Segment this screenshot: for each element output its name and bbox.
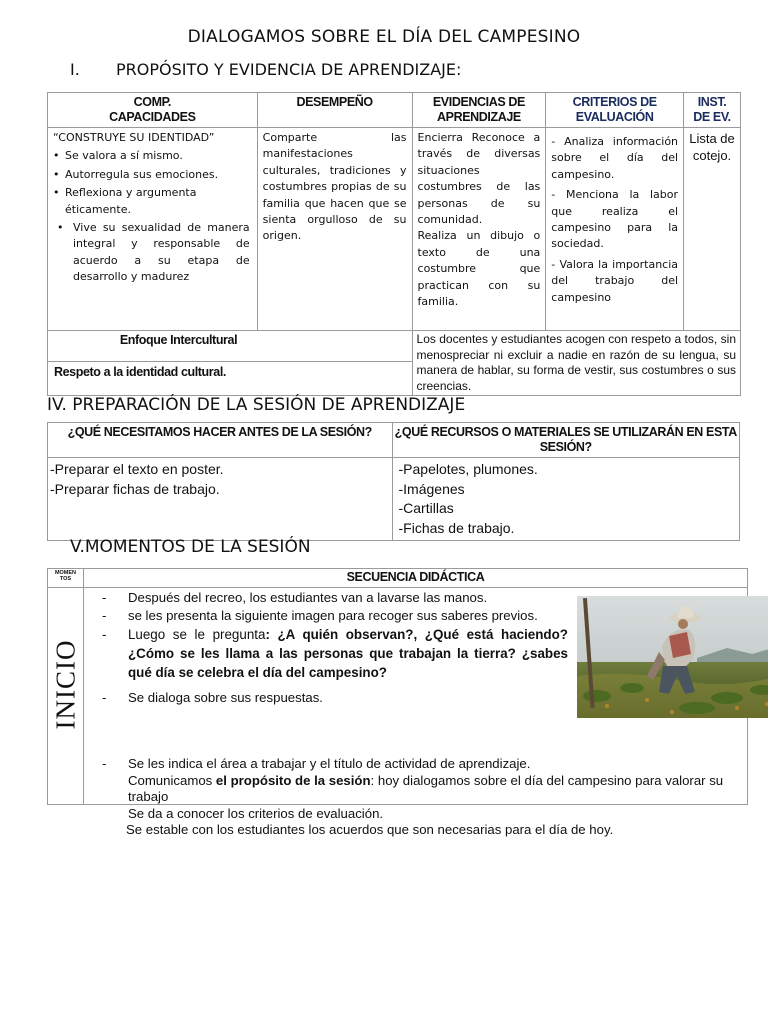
agreements-line xyxy=(84,822,744,839)
step-1-text: Después del recreo, los estudiantes van a lavarse las manos. xyxy=(127,590,488,605)
header-recursos-label: ¿QUÉ RECURSOS O MATERIALES SE UTILIZARÁN EN ESTA SESIÓN? xyxy=(394,425,737,454)
competencias-cell xyxy=(48,128,258,331)
desempeno-text: Comparte las manifestaciones culturales, tradiciones y costumbres propias de su familia que hacen que se sienta orgulloso de su origen. xyxy=(262,131,407,243)
header-comp-line1: COMP. xyxy=(133,95,172,109)
capacidad-item: • Autorregula sus emociones. xyxy=(53,167,252,183)
list-item: -Cartillas xyxy=(398,500,454,517)
step-4-text: Se dialoga sobre sus respuestas. xyxy=(127,690,323,706)
step-4 xyxy=(84,690,574,707)
competencia-name: “CONSTRUYE SU IDENTIDAD” xyxy=(53,131,215,144)
moment-inicio-cell xyxy=(48,588,84,805)
secuencia-cell xyxy=(83,588,747,838)
list-item: -Fichas de trabajo. xyxy=(398,519,515,536)
header-desempeno xyxy=(257,93,412,128)
section-1-number: I. xyxy=(70,60,80,79)
dash-marker: - xyxy=(101,690,107,706)
header-criterios xyxy=(546,93,684,128)
header-comp-line2: CAPACIDADES xyxy=(109,110,196,124)
header-antes-sesion xyxy=(48,423,393,458)
purpose-prefix: Comunicamos xyxy=(127,772,216,788)
criterio-item: - Valora la importancia del trabajo del campesino xyxy=(551,257,679,304)
step-2-text: se les presenta la siguiente imagen para recoger sus saberes previos. xyxy=(127,607,538,623)
criteria-line xyxy=(84,806,744,823)
section-5-heading: V.MOMENTOS DE LA SESIÓN xyxy=(70,537,311,557)
list-item: -Papelotes, plumones. xyxy=(398,461,538,477)
list-item: -Preparar el texto en poster. xyxy=(50,461,224,477)
evidencia-text: Realiza un dibujo o texto de una costumbre que practican con su familia. xyxy=(417,229,541,309)
document-title: DIALOGAMOS SOBRE EL DÍA DEL CAMPESINO xyxy=(187,27,581,47)
steps-lower xyxy=(84,756,744,839)
session-table xyxy=(47,568,748,838)
criterio-item: - Analiza información sobre el día del campesino. xyxy=(551,135,679,181)
header-evidencias-line1: EVIDENCIAS DE xyxy=(432,95,525,109)
desempeno-cell xyxy=(257,128,412,331)
steps-upper xyxy=(84,590,574,707)
enfoque-text: Los docentes y estudiantes acogen con respeto a todos, sin menospreciar ni excluir a nadie en razón de su lengua, su manera de hablar, su forma de vestir, sus costumbres o sus creencias. xyxy=(416,332,736,393)
preparation-table xyxy=(47,422,740,541)
criterio-item: - Menciona la labor que realiza el campesino para la sociedad. xyxy=(551,188,679,251)
header-secuencia-label: SECUENCIA DIDÁCTICA xyxy=(346,570,485,584)
purpose-label: el propósito de la sesión xyxy=(215,772,371,788)
step-5 xyxy=(84,756,744,773)
enfoque-valor-cell xyxy=(48,362,413,396)
moment-inicio-label: INICIO xyxy=(50,639,81,730)
farmer-photo xyxy=(577,596,768,718)
step-2 xyxy=(84,608,574,625)
header-criterios-line2: EVALUACIÓN xyxy=(575,110,654,124)
list-item: -Preparar fichas de trabajo. xyxy=(50,480,220,497)
antes-sesion-cell xyxy=(48,458,393,541)
header-evidencias-line2: APRENDIZAJE xyxy=(437,110,521,124)
header-competencias xyxy=(48,93,258,128)
section-1-title: PROPÓSITO Y EVIDENCIA DE APRENDIZAJE: xyxy=(116,60,462,79)
list-item: -Imágenes xyxy=(398,480,465,497)
header-instrumento xyxy=(684,93,741,128)
header-evidencias xyxy=(412,93,546,128)
step-3-question: : ¿A quién observan?, ¿Qué está haciendo? ¿Cómo se les llama a las personas que trabajan la tierra? ¿sabes qué día se celebra el día del campesino? xyxy=(127,627,568,681)
step-1 xyxy=(84,590,574,607)
header-antes-sesion-label: ¿QUÉ NECESITAMOS HACER ANTES DE LA SESIÓN? xyxy=(67,425,372,439)
agreements-text: Se estable con los estudiantes los acuerdos que son necesarias para el día de hoy. xyxy=(125,822,614,838)
farmer-image xyxy=(577,596,768,718)
section-4-heading: IV. PREPARACIÓN DE LA SESIÓN DE APRENDIZAJE xyxy=(47,395,466,415)
dash-marker: - xyxy=(101,627,107,643)
capacidad-item: • Vive su sexualidad de manera integral y responsable de acuerdo a su etapa de desarrollo y madurez xyxy=(53,220,252,286)
purpose-text: : hoy dialogamos sobre el día del campesino para valorar su trabajo xyxy=(127,772,724,805)
instrumento-text: Lista de cotejo. xyxy=(689,131,735,163)
capacidad-item: • Se valora a sí mismo. xyxy=(53,148,252,164)
step-5-text: Se les indica el área a trabajar y el título de actividad de aprendizaje. xyxy=(127,756,531,771)
capacidades-list xyxy=(53,148,252,285)
enfoque-valor: Respeto a la identidad cultural. xyxy=(54,365,226,380)
header-secuencia xyxy=(83,569,747,588)
capacidad-item: • Reflexiona y argumenta éticamente. xyxy=(53,185,252,218)
dash-marker: - xyxy=(101,607,107,623)
section-1-heading xyxy=(70,60,461,79)
purpose-table xyxy=(47,92,741,396)
enfoque-label-cell xyxy=(48,331,413,362)
header-momentos-line1: MOMEN xyxy=(54,570,77,576)
header-criterios-line1: CRITERIOS DE xyxy=(572,95,657,109)
purpose-line xyxy=(84,773,744,806)
criterios-cell xyxy=(546,128,684,331)
header-momentos-line2: TOS xyxy=(59,576,72,582)
evidencia-text: Encierra Reconoce a través de diversas situaciones costumbres de las personas de su comunidad. xyxy=(417,131,541,227)
header-inst-line2: DE EV. xyxy=(693,110,731,124)
header-inst-line1: INST. xyxy=(697,95,727,109)
criteria-text: Se da a conocer los criterios de evaluación. xyxy=(127,805,384,821)
dash-marker: - xyxy=(101,590,107,605)
header-desempeno-label: DESEMPEÑO xyxy=(296,95,373,109)
evidencias-cell xyxy=(412,128,546,331)
header-momentos xyxy=(48,569,84,588)
recursos-cell xyxy=(392,458,740,541)
header-recursos xyxy=(392,423,740,458)
instrumento-cell xyxy=(684,128,741,331)
dash-marker: - xyxy=(101,756,107,771)
step-3-prefix: Luego se le pregunta xyxy=(127,627,266,643)
enfoque-label: Enfoque Intercultural xyxy=(119,333,238,347)
enfoque-text-cell xyxy=(412,331,740,396)
step-3 xyxy=(84,625,574,682)
